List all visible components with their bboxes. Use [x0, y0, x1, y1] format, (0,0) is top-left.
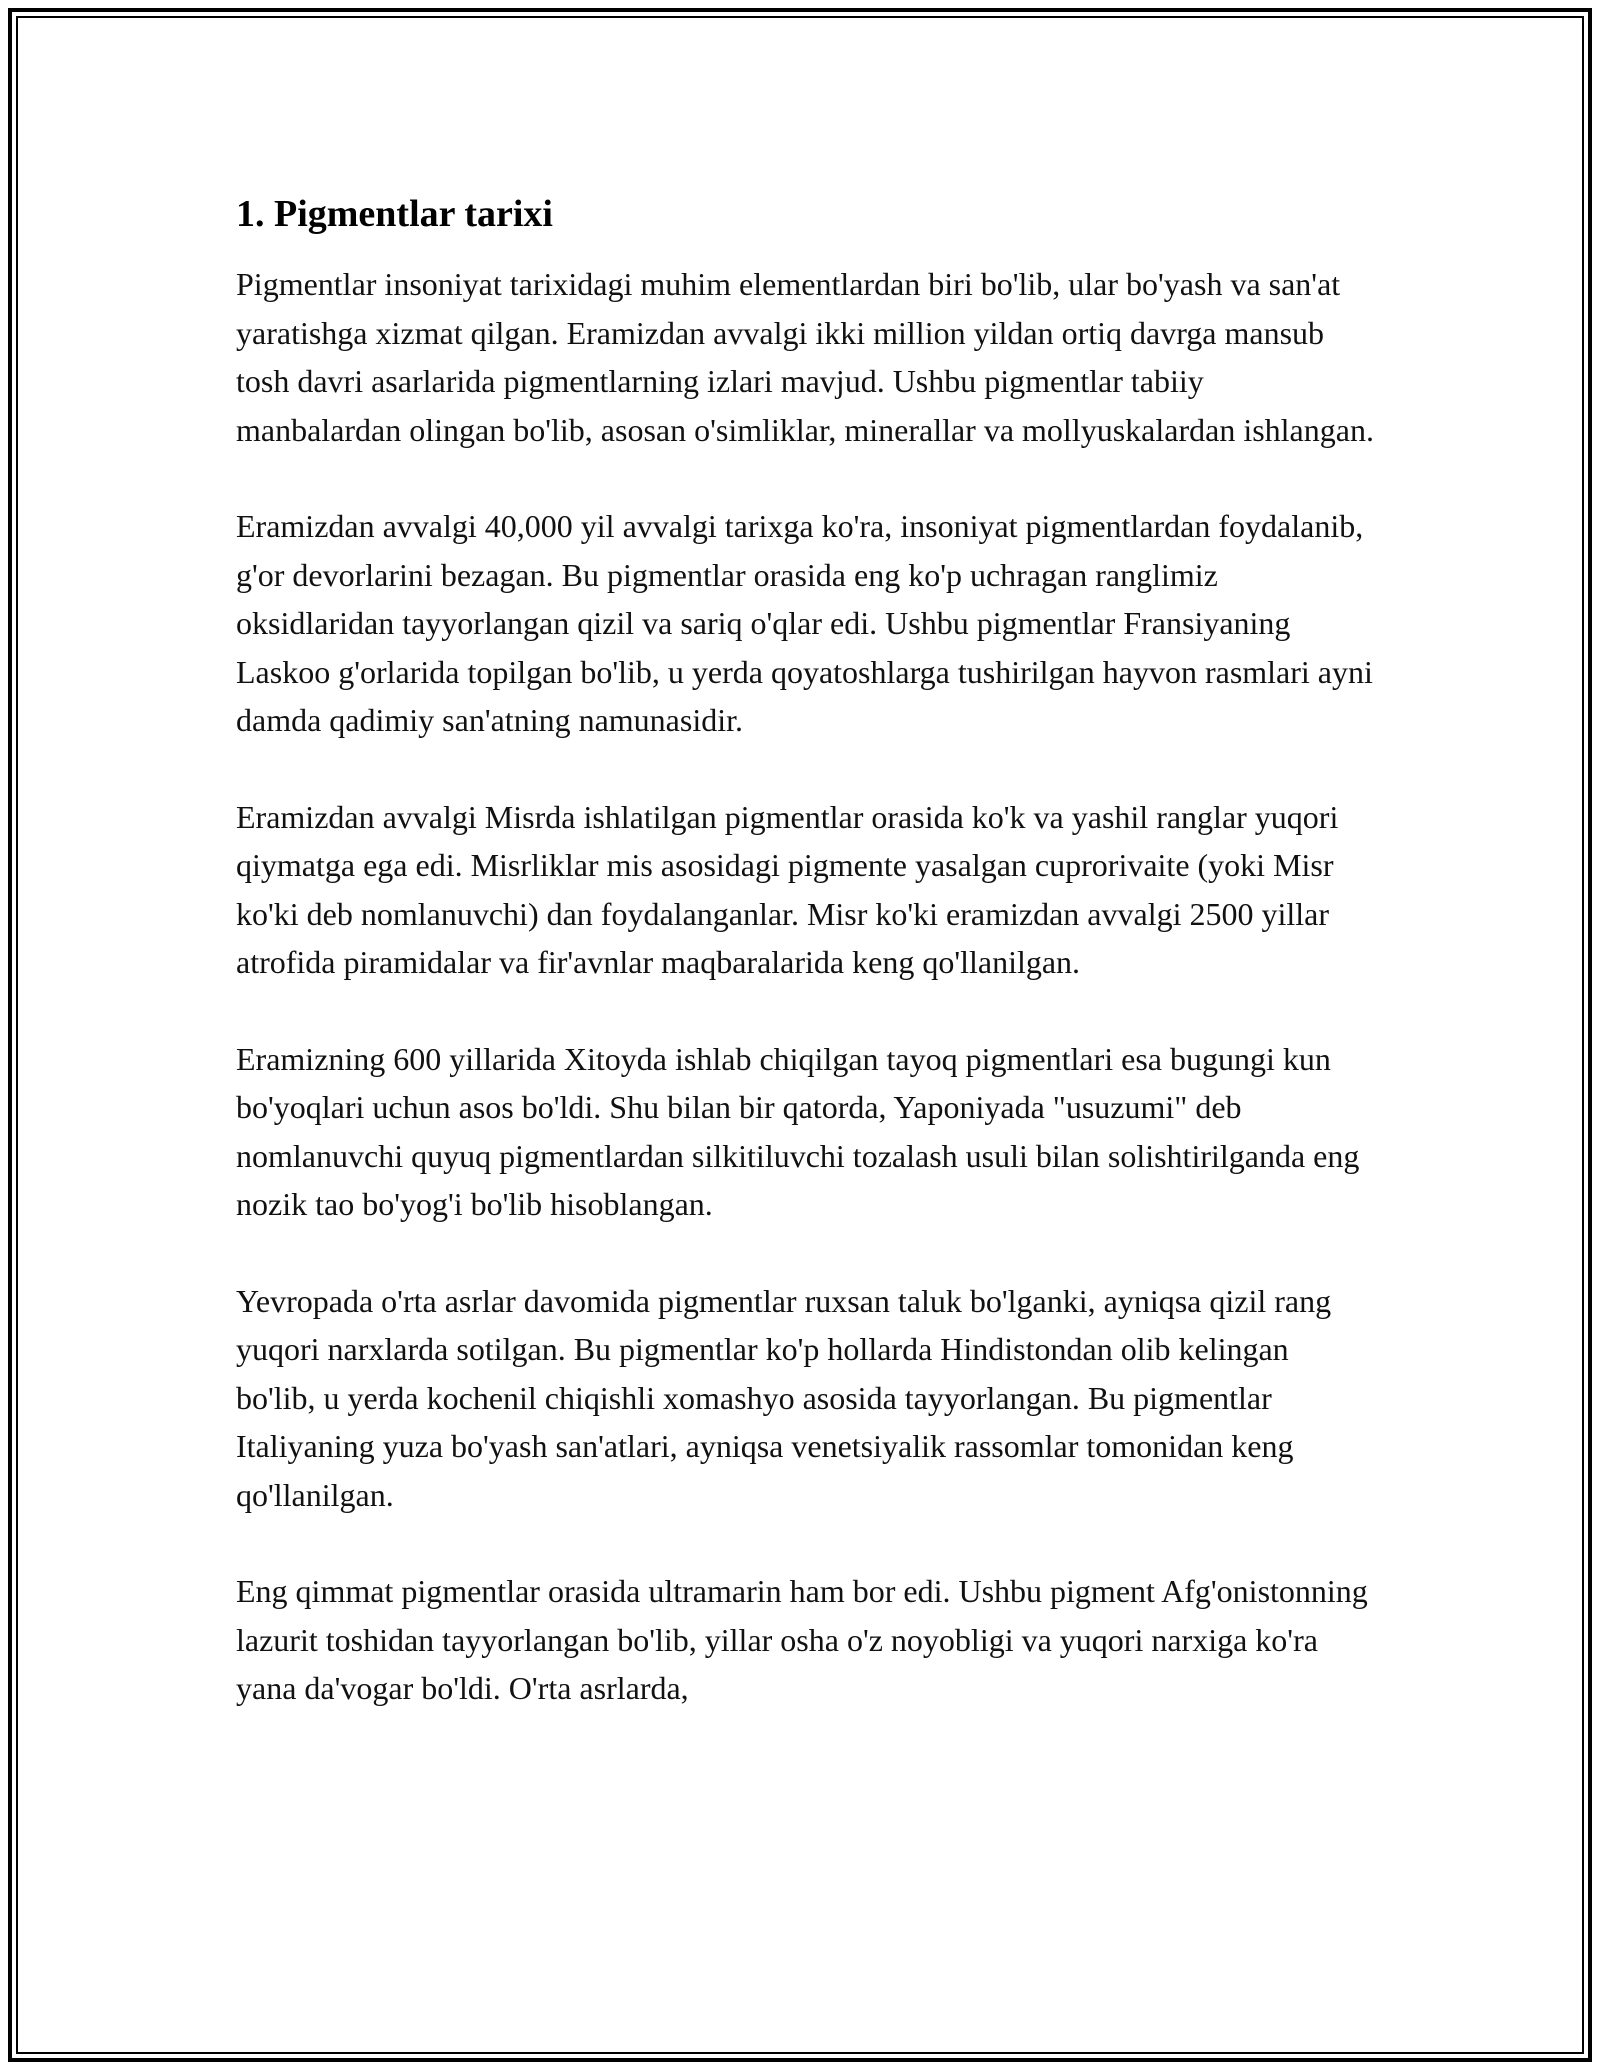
document-body [236, 186, 1376, 1761]
section-heading: 1. Pigmentlar tarixi [236, 193, 553, 235]
paragraph-3: Eramizdan avvalgi Misrda ishlatilgan pigmentlar orasida ko'k va yashil ranglar yuqori qiymatga ega edi. Misrliklar mis asosidagi pigmente yasalgan cuprorivaite (yoki Misr ko'ki deb nomlanuvchi) dan foydalanganlar. Misr ko'ki eramizdan avvalgi 2500 yillar atrofida piramidalar va fir'avnlar maqbaralarida keng qo'llanilgan. [236, 798, 1339, 980]
paragraph-4: Eramizning 600 yillarida Xitoyda ishlab chiqilgan tayoq pigmentlari esa bugungi kun bo'yoqlari uchun asos bo'ldi. Shu bilan bir qatorda, Yaponiyada "usuzumi" deb nomlanuvchi quyuq pigmentlardan silkitiluvchi tozalash usuli bilan solishtirilganda eng nozik tao bo'yog'i bo'lib hisoblangan. [236, 1040, 1360, 1222]
paragraph-5: Yevropada o'rta asrlar davomida pigmentlar ruxsan taluk bo'lganki, ayniqsa qizil rang yuqori narxlarda sotilgan. Bu pigmentlar ko'p hollarda Hindistondan olib kelingan bo'lib, u yerda kochenil chiqishli xomashyo asosida tayyorlangan. Bu pigmentlar Italiyaning yuza bo'yash san'atlari, ayniqsa venetsiyalik rassomlar tomonidan keng qo'llanilgan. [236, 1282, 1332, 1513]
paragraph-6: Eng qimmat pigmentlar orasida ultramarin ham bor edi. Ushbu pigment Afg'onistonning lazurit toshidan tayyorlangan bo'lib, yillar osha o'z noyobligi va yuqori narxiga ko'ra yana da'vogar bo'ldi. O'rta asrlarda, [236, 1573, 1368, 1706]
paragraph-1: Pigmentlar insoniyat tarixidagi muhim elementlardan biri bo'lib, ular bo'yash va san'at yaratishga xizmat qilgan. Eramizdan avvalgi ikki million yildan ortiq davrga mansub tosh davri asarlarida pigmentlarning izlari mavjud. Ushbu pigmentlar tabiiy manbalardan olingan bo'lib, asosan o'simliklar, minerallar va mollyuskalardan ishlangan. [236, 266, 1374, 448]
paragraph-2: Eramizdan avvalgi 40,000 yil avvalgi tarixga ko'ra, insoniyat pigmentlardan foydalanib, g'or devorlarini bezagan. Bu pigmentlar orasida eng ko'p uchragan ranglimiz oksidlaridan tayyorlangan qizil va sariq o'qlar edi. Ushbu pigmentlar Fransiyaning Laskoo g'orlarida topilgan bo'lib, u yerda qoyatoshlarga tushirilgan hayvon rasmlari ayni damda qadimiy san'atning namunasidir. [236, 508, 1373, 738]
